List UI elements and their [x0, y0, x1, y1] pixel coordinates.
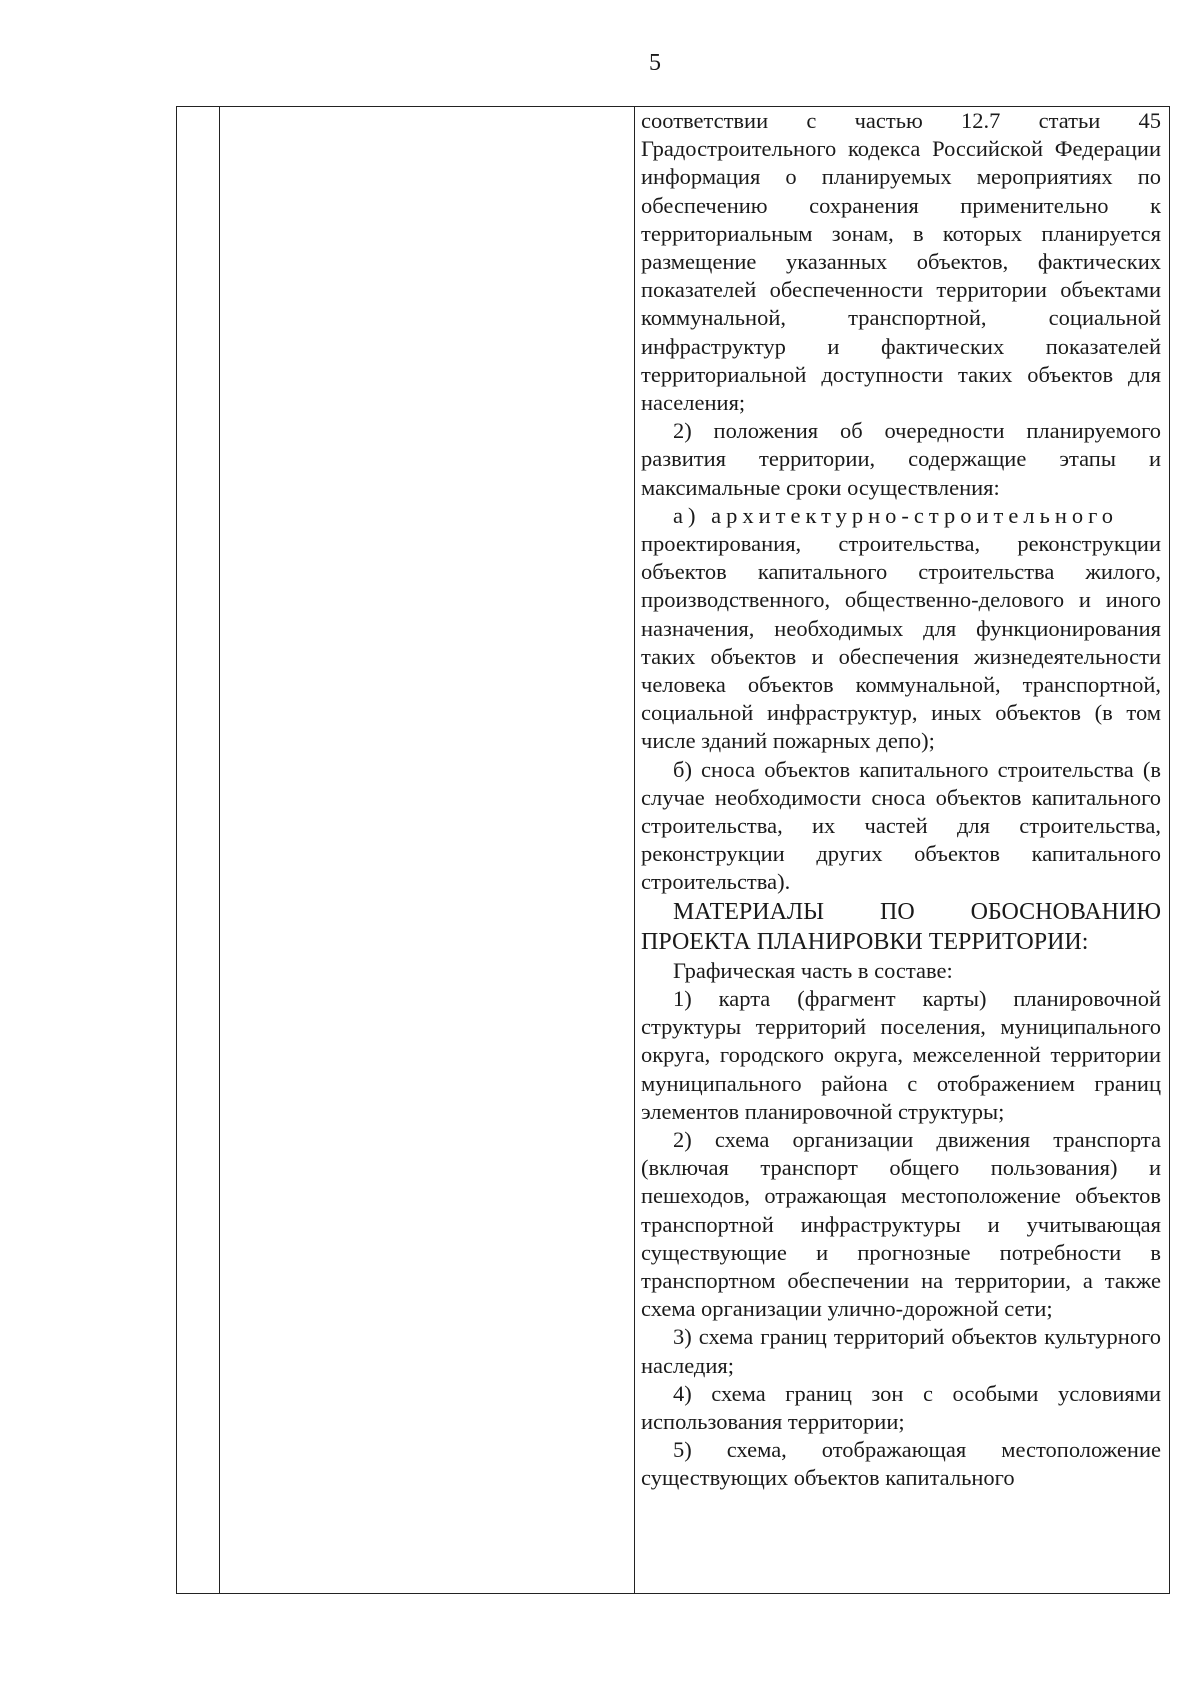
- table-cell-text: [635, 107, 1170, 1594]
- paragraph: проектирования, строительства, реконструкции объектов капитального строительства жилого, производственного, общественно-делового и иного назначения, необходимых для функционирования таких объектов и обеспечения жизнедеятельности человека объектов коммунальной, транспортной, социальной инфраструктур, иных объектов (в том числе зданий пожарных депо);: [641, 531, 1161, 754]
- paragraph: соответствии с частью 12.7 статьи 45 Градостроительного кодекса Российской Федерации информация о планируемых мероприятиях по обеспечению сохранения применительно к территориальным зонам, в которых планируется размещение указанных объектов, фактических показателей обеспеченности территории объектами коммунальной, транспортной, социальной инфраструктур и фактических показателей территориальной доступности таких объектов для населения;: [641, 108, 1161, 416]
- section-heading: МАТЕРИАЛЫ ПО ОБОСНОВАНИЮ ПРОЕКТА ПЛАНИРОВКИ ТЕРРИТОРИИ:: [641, 898, 1161, 955]
- paragraph: а) архитектурно-строительного: [673, 502, 1119, 528]
- table-cell-name: [220, 107, 635, 1594]
- paragraph: 1) карта (фрагмент карты) планировочной структуры территорий поселения, муниципального округа, городского округа, межселенной территории муниципального района с отображением границ элементов планировочной структуры;: [641, 985, 1161, 1124]
- paragraph: 4) схема границ зон с особыми условиями использования территории;: [641, 1380, 1161, 1434]
- document-table: [176, 106, 1170, 1594]
- paragraph: 3) схема границ территорий объектов культурного наследия;: [641, 1324, 1161, 1378]
- paragraph: 2) схема организации движения транспорта (включая транспорт общего пользования) и пешеходов, отражающая местоположение объектов транспортной инфраструктуры и учитывающая существующие и прогнозные потребности в транспортном обеспечении на территории, а также схема организации улично-дорожной сети;: [641, 1126, 1161, 1322]
- page-number: 5: [649, 50, 661, 76]
- paragraph: 5) схема, отображающая местоположение существующих объектов капитального: [641, 1437, 1161, 1491]
- table-cell-number: [177, 107, 220, 1594]
- paragraph: б) сноса объектов капитального строительства (в случае необходимости сноса объектов капитального строительства, их частей для строительства, реконструкции других объектов капитального строительства).: [641, 756, 1161, 895]
- paragraph: Графическая часть в составе:: [673, 957, 953, 983]
- paragraph: 2) положения об очередности планируемого развития территории, содержащие этапы и максимальные сроки осуществления:: [641, 418, 1161, 500]
- table-row: [177, 107, 1170, 1594]
